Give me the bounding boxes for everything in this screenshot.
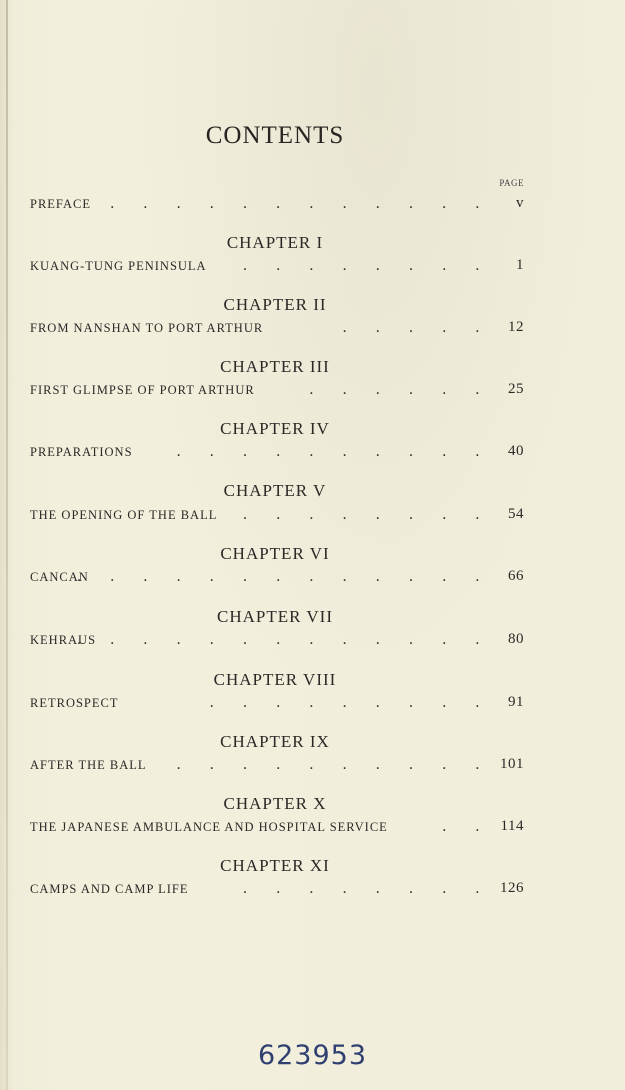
contents-title: CONTENTS [205, 122, 345, 149]
chapter-heading: CHAPTER I [226, 233, 324, 252]
toc-entry [30, 570, 524, 590]
chapter-heading: CHAPTER IV [220, 419, 330, 438]
toc-entry-page: 101 [500, 756, 524, 772]
toc-entry-page: 12 [508, 319, 524, 335]
toc-entry-page: 91 [508, 694, 524, 710]
leader-dots: . . . . . . . . . . . . . [77, 568, 492, 585]
library-stamp-number: 623953 [257, 1040, 368, 1071]
chapter-heading: CHAPTER XI [220, 856, 330, 875]
toc-entry [30, 508, 524, 528]
leader-dots: . . . . . . . . [243, 257, 492, 274]
toc-entry [30, 445, 524, 465]
leader-dots: . . . . . . . . . . [176, 443, 492, 460]
toc-entry-label: RETROSPECT [30, 696, 119, 710]
toc-entry-label: KUANG-TUNG PENINSULA [30, 259, 207, 273]
leader-dots: . . . . . . [309, 381, 492, 398]
leader-dots: . . . . . . . . . . . . . [77, 631, 492, 648]
toc-entry-label: KEHRAUS [30, 633, 97, 647]
chapter-heading: CHAPTER VI [220, 544, 330, 563]
leader-dots: . . . . . . . . [243, 880, 492, 897]
leader-dots: . . . . . . . . . . . . [110, 195, 492, 212]
toc-entry-page: 25 [508, 381, 524, 397]
toc-entry-page: 126 [500, 880, 524, 896]
toc-entry [30, 696, 524, 716]
toc-entry-label: THE OPENING OF THE BALL [30, 508, 218, 522]
leader-dots: . . . . . . . . . . [176, 756, 492, 773]
toc-entry-label: PREPARATIONS [30, 445, 133, 459]
toc-entry [30, 882, 524, 902]
leader-dots: . . . . . [342, 319, 492, 336]
toc-entry-page: 54 [508, 506, 524, 522]
toc-entry-page: 40 [508, 443, 524, 459]
toc-entry [30, 758, 524, 778]
toc-entry-page: 80 [508, 631, 524, 647]
toc-entry-label: AFTER THE BALL [30, 758, 147, 772]
leader-dots: . . [442, 818, 492, 835]
leader-dots: . . . . . . . . . [209, 694, 492, 711]
toc-entry [30, 259, 524, 279]
toc-entry-page: 114 [500, 818, 524, 834]
toc-entry [30, 321, 524, 341]
toc-entry [30, 820, 524, 840]
chapter-heading: CHAPTER IX [220, 732, 330, 751]
toc-entry [30, 633, 524, 653]
chapter-heading: CHAPTER X [223, 794, 327, 813]
chapter-heading: CHAPTER V [223, 481, 327, 500]
leader-dots: . . . . . . . . [243, 506, 492, 523]
toc-entry-label: THE JAPANESE AMBULANCE AND HOSPITAL SERVICE [30, 820, 388, 834]
toc-entry-label: CAMPS AND CAMP LIFE [30, 882, 189, 896]
toc-entry-page: 1 [516, 257, 524, 273]
toc-entry-label: FIRST GLIMPSE OF PORT ARTHUR [30, 383, 255, 397]
page-column-label: PAGE [499, 178, 524, 188]
chapter-heading: CHAPTER II [223, 295, 327, 314]
toc-entry-page: v [516, 195, 524, 211]
toc-entry-preface [30, 197, 524, 217]
chapter-heading: CHAPTER VIII [213, 670, 337, 689]
chapter-heading: CHAPTER III [220, 357, 330, 376]
toc-entry-label: CANCAN [30, 570, 89, 584]
toc-entry-page: 66 [508, 568, 524, 584]
toc-entry-label: FROM NANSHAN TO PORT ARTHUR [30, 321, 264, 335]
toc-entry [30, 383, 524, 403]
toc-entry-label: PREFACE [30, 197, 91, 211]
chapter-heading: CHAPTER VII [217, 607, 333, 626]
